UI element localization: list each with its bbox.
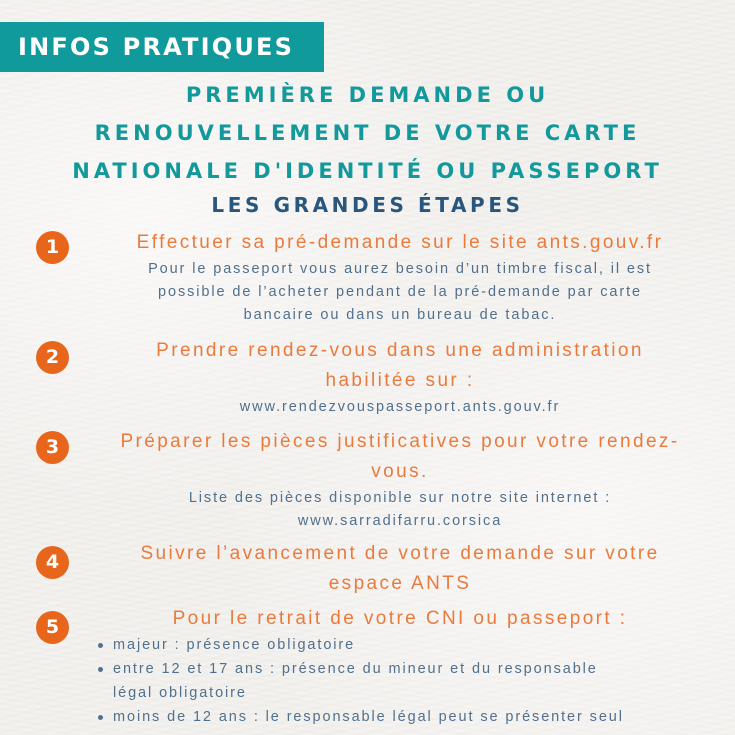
title-line-3: NATIONALE D'IDENTITÉ OU PASSEPORT: [72, 159, 663, 183]
page-title: [0, 76, 735, 190]
step-5-number-badge: [36, 611, 69, 644]
step-3-title-line-2: vous.: [371, 461, 429, 482]
step-5-title: Pour le retrait de votre CNI ou passeport :: [172, 608, 628, 629]
step-2-title-line-2: habilitée sur :: [325, 370, 475, 391]
step-5: [80, 604, 720, 634]
list-item: [96, 705, 726, 729]
step-3-title-line-1: Préparer les pièces justificatives pour votre rendez-: [120, 431, 680, 452]
step-number: 4: [45, 551, 60, 573]
bullet-icon: [98, 715, 103, 720]
step-2-title-line-1: Prendre rendez-vous dans une administration: [156, 340, 644, 361]
step-3-number-badge: [36, 431, 69, 464]
step-1-desc-line-2: possible de l’acheter pendant de la pré-demande par carte: [158, 284, 642, 300]
bullet-text-continued: légal obligatoire: [113, 685, 247, 701]
step-3-desc-line-1: Liste des pièces disponible sur notre site internet :: [188, 490, 612, 506]
bullet-icon: [98, 643, 103, 648]
step-2: [80, 336, 720, 419]
step-4-number-badge: [36, 546, 69, 579]
step-4-title-line-1: Suivre l’avancement de votre demande sur votre: [140, 543, 660, 564]
step-1-title: Effectuer sa pré-demande sur le site ants.gouv.fr: [136, 232, 664, 253]
title-line-1: PREMIÈRE DEMANDE OU: [185, 83, 550, 107]
step-3-link[interactable]: www.sarradifarru.corsica: [297, 513, 503, 529]
bullet-text: entre 12 et 17 ans : présence du mineur et du responsable: [113, 661, 598, 677]
step-2-number-badge: [36, 341, 69, 374]
bullet-text: moins de 12 ans : le responsable légal peut se présenter seul: [113, 709, 624, 725]
step-5-bullet-list: [96, 633, 726, 729]
step-number: 2: [45, 346, 60, 368]
step-4: [80, 539, 720, 599]
step-2-link[interactable]: www.rendezvouspasseport.ants.gouv.fr: [239, 399, 561, 415]
step-1-number-badge: [36, 231, 69, 264]
bullet-icon: [98, 667, 103, 672]
banner-label: INFOS PRATIQUES: [18, 33, 295, 61]
list-item: [96, 633, 726, 657]
bullet-text: majeur : présence obligatoire: [113, 637, 356, 653]
step-number: 1: [45, 236, 60, 258]
infos-pratiques-banner: [0, 22, 324, 72]
list-item: [96, 657, 726, 705]
step-3: [80, 427, 720, 533]
step-1-desc-line-1: Pour le passeport vous aurez besoin d’un timbre fiscal, il est: [148, 261, 652, 277]
step-number: 5: [45, 616, 60, 638]
step-1-desc-line-3: bancaire ou dans un bureau de tabac.: [243, 307, 557, 323]
step-1: [80, 228, 720, 327]
section-subtitle: LES GRANDES ÉTAPES: [211, 193, 524, 217]
title-line-2: RENOUVELLEMENT DE VOTRE CARTE: [94, 121, 641, 145]
step-number: 3: [45, 436, 60, 458]
step-4-title-line-2: espace ANTS: [328, 573, 472, 594]
